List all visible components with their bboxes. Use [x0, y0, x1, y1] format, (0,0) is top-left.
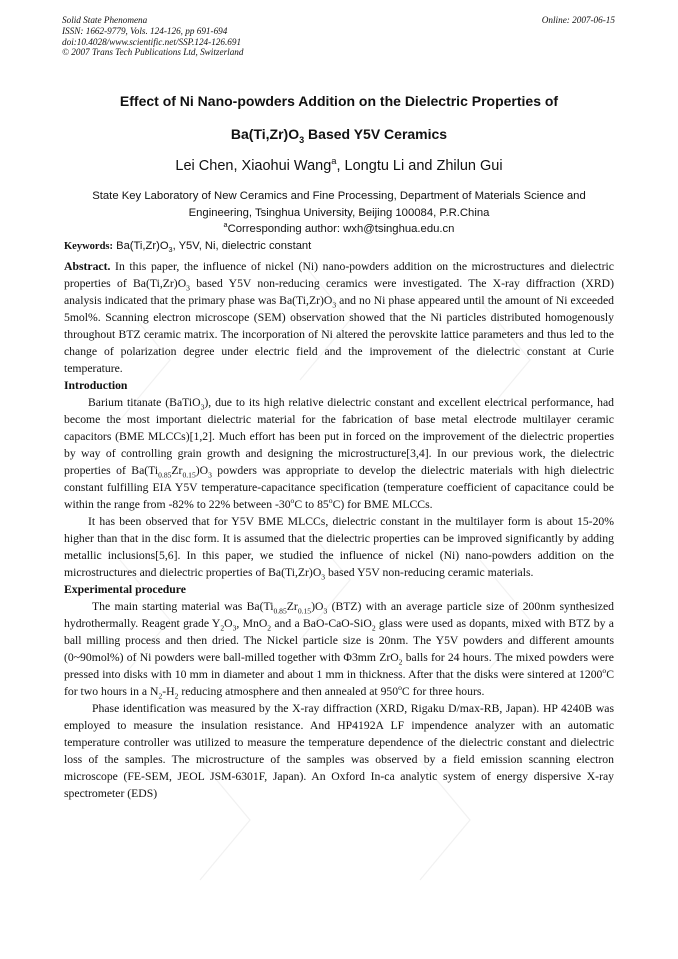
copyright-line: © 2007 Trans Tech Publications Ltd, Switzerland	[62, 47, 244, 58]
abstract-label: Abstract.	[64, 260, 111, 273]
experimental-heading: Experimental procedure	[64, 583, 186, 596]
keywords: Keywords: $Ba(Ti,Zr)O_3$, Y5V, Ni, dielectric constant	[64, 240, 312, 255]
introduction-paragraph-1: Barium titanate (BaTiO$_3$), due to its high relative dielectric constant and excellent electrical performance, had become the most important dielectric material for the fabrication of base metal electrode multilayer ceramic capacitors (BME MLCCs)[1,2]. Much effort has been put in forced on the improvement of the dielectric properties by way of controlling grain growth and designing the microstructure[3,4]. In our previous work, the dielectric properties of $Ba(Ti_{0.85}Zr_{0.15})O_3$ powders was appropriate to develop the dielectric materials with high dielectric constant fulfilling EIA Y5V temperature-capacitance specification (temperature coefficient of capacitance could be within the range from -82% to 22% between -30$^o$C to 85$^o$C) for BME MLCCs.	[64, 396, 615, 511]
online-date: Online: 2007-06-15	[541, 15, 615, 25]
paper-title-line-1: Effect of Ni Nano-powders Addition on the Dielectric Properties of	[119, 93, 559, 109]
journal-header	[62, 15, 243, 58]
affiliation	[50, 188, 628, 238]
keywords-label: Keywords:	[64, 241, 113, 252]
experimental-paragraph-2: Phase identification was measured by the X-ray diffraction (XRD, Rigaku D/max-RB, Japan). HP 4240B was employed to measure the insulation resistance. And HP4192A LF impendence analyzer with an automatic temperature controller was utilized to measure the temperature dependence of the dielectric constant and dielectric loss of the samples. The microstructure of the samples was observed by a field emission scanning electron microscope (FE-SEM, JEOL JSM-6301F, Japan). An Oxford In-ca analytic system of energy dispersive X-ray spectrometer (EDS)	[64, 702, 614, 800]
affiliation-line-2: Engineering, Tsinghua University, Beijing 100084, P.R.China	[188, 206, 490, 219]
issn-line: ISSN: 1662-9779, Vols. 124-126, pp 691-694	[62, 25, 228, 36]
introduction-heading: Introduction	[64, 379, 128, 392]
abstract: Abstract. In this paper, the influence of nickel (Ni) nano-powders addition on the microstructures and dielectric properties of $Ba(Ti,Zr)O_3$ based Y5V non-reducing ceramics were investigated. The X-ray diffraction (XRD) analysis indicated that the primary phase was $Ba(Ti,Zr)O_3$ and no Ni phase appeared until the amount of Ni exceeded 5mol%. Scanning electron microscope (SEM) observation showed that the Ni particles distributed homogenously throughout BTZ ceramic matrix. The incorporation of Ni altered the perovskite lattice parameters and thus led to the change of polarization degree under electric field and the improvement of the dielectric constant at Curie temperature.	[64, 260, 615, 375]
experimental-paragraph-1: The main starting material was $Ba(Ti_{0.85}Zr_{0.15})O_3$ (BTZ) with an average particle size of 200nm synthesized hydrothermally. Reagent grade $Y_2O_3$, MnO$_2$ and a BaO-CaO-SiO$_2$ glass were used as dopants, mixed with BTZ by a ball milling process and then dried. The Nickel particle size is 20nm. The Y5V powders and different amounts (0~90mol%) of Ni powders were ball-milled together with Φ3mm ZrO$_2$ balls for 24 hours. The mixed powders were pressed into disks with 10 mm in diameter and about 1 mm in thickness. After that the disks were sintered at 1200$^o$C for two hours in a $N_2-H_2$ reducing atmosphere and then annealed at 950$^o$C for three hours.	[64, 600, 614, 701]
introduction-paragraph-2: It has been observed that for Y5V BME MLCCs, dielectric constant in the multilayer form is about 15-20% higher than that in the disc form. It is assumed that the dielectric properties can be improved significantly by adding metallic inclusions[5,6]. In this paper, we studied the influence of nickel (Ni) nano-powders addition on the microstructures and dielectric properties of $Ba(Ti,Zr)O_3$ based Y5V non-reducing ceramic materials.	[64, 515, 614, 582]
paper-title-line-2: $Ba(Ti,Zr)O_3$ Based Y5V Ceramics	[230, 126, 448, 145]
corresponding-author: $^a$Corresponding author: wxh@tsinghua.edu.cn	[223, 220, 455, 235]
doi-line: doi:10.4028/www.scientific.net/SSP.124-126.691	[62, 36, 242, 47]
affiliation-line-1: State Key Laboratory of New Ceramics and Fine Processing, Department of Materials Science and	[92, 190, 586, 202]
journal-name: Solid State Phenomena	[62, 15, 148, 25]
author-list: Lei Chen, Xiaohui Wang$^a$, Longtu Li and Zhilun Gui	[175, 155, 503, 174]
paper-body	[64, 258, 614, 802]
